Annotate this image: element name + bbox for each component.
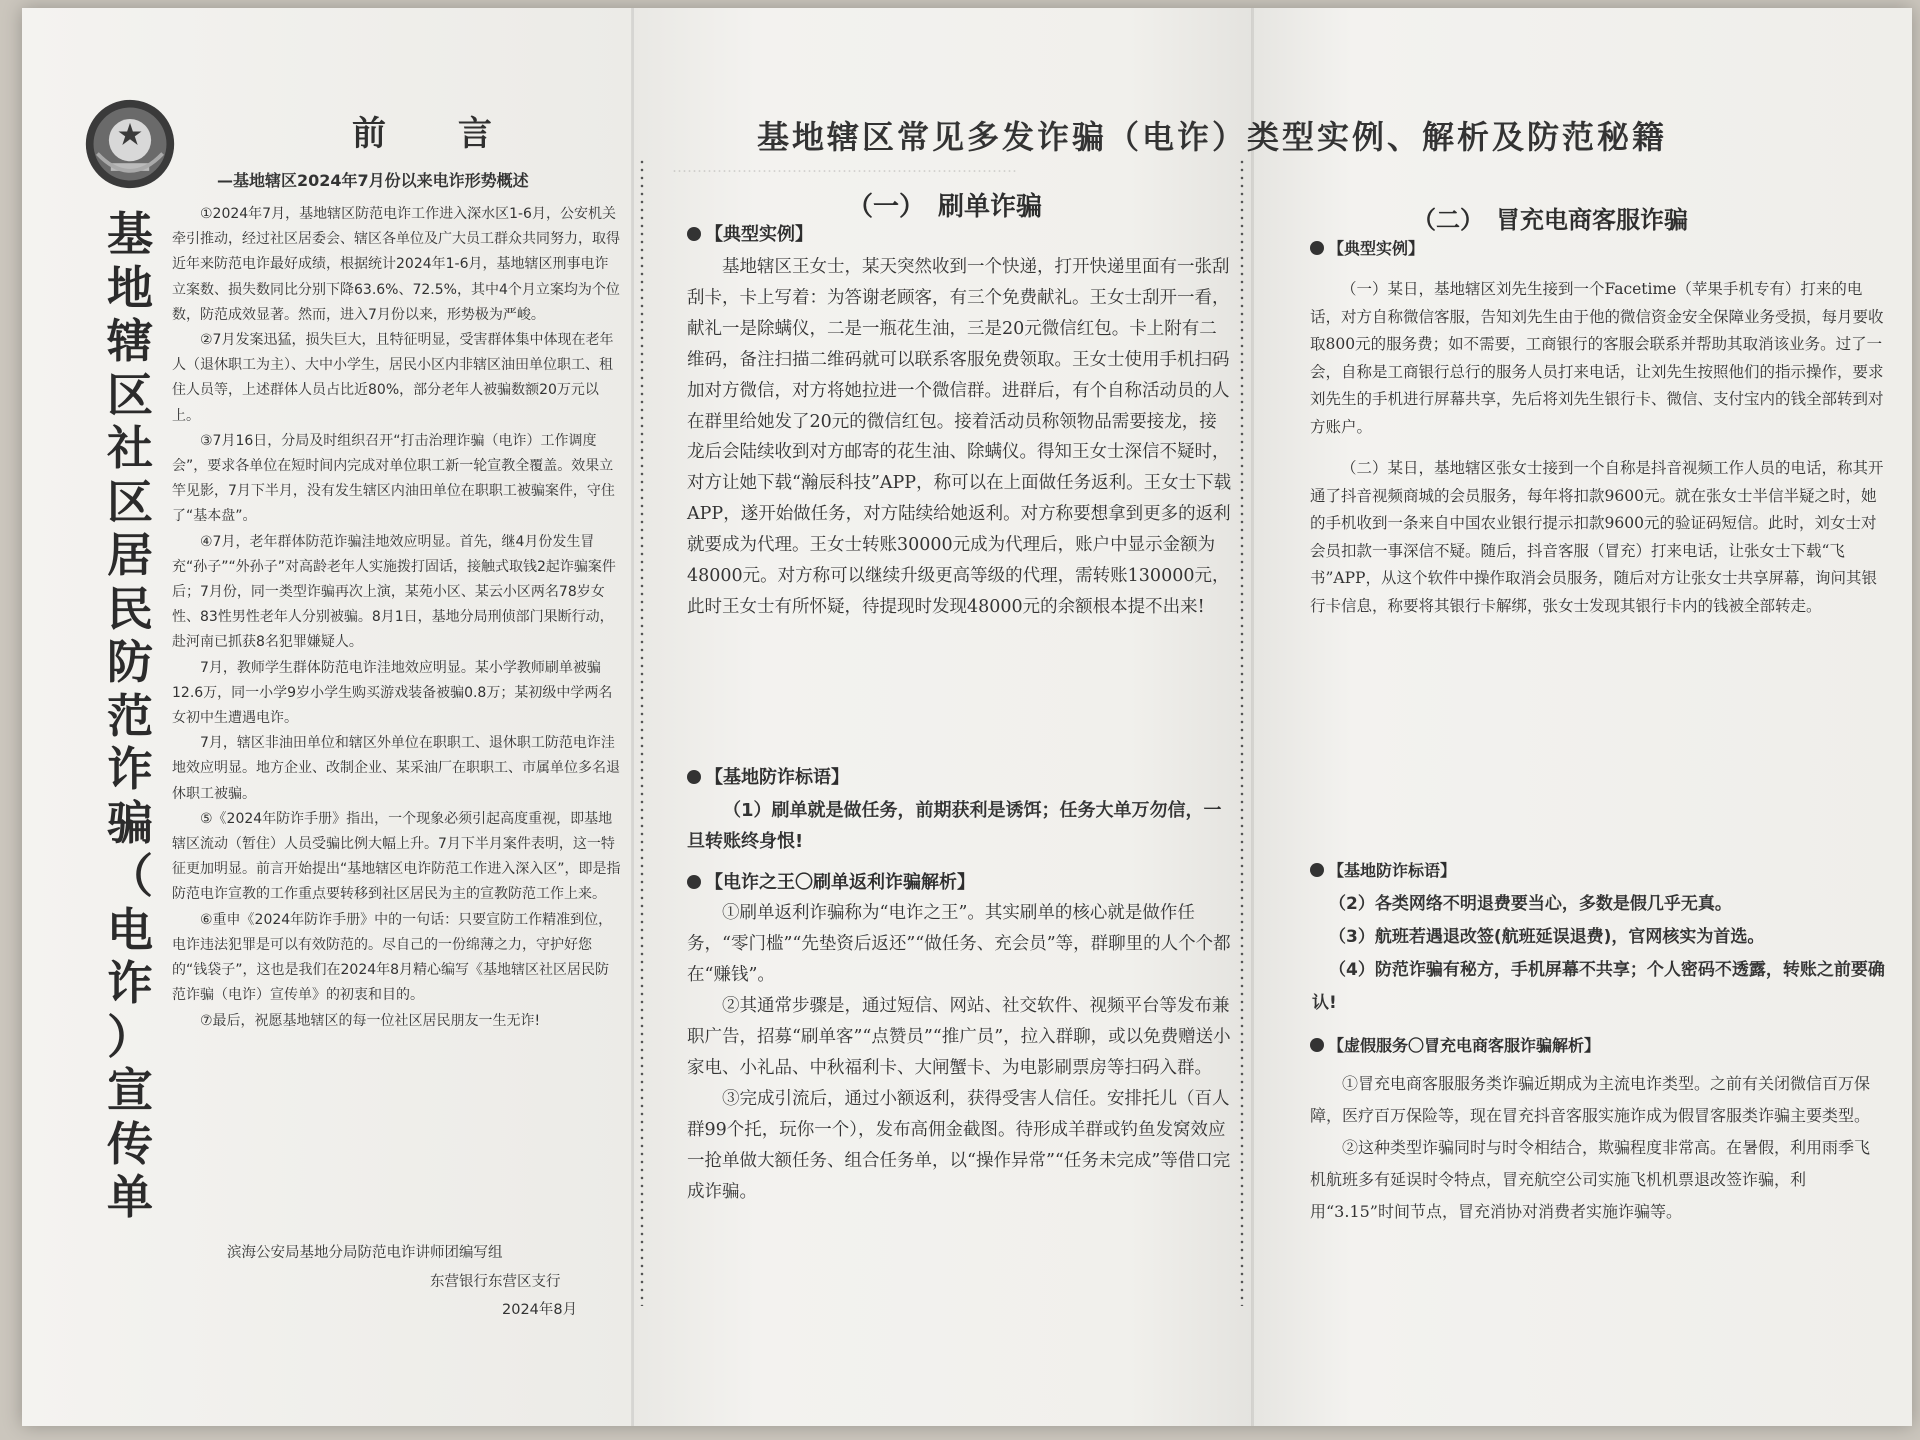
dotted-border-right xyxy=(1240,158,1244,1306)
case-paragraph: （二）某日，基地辖区张女士接到一个自称是抖音视频工作人员的电话，称其开通了抖音视频商城的会员服务，每年将扣款9600元。就在张女士半信半疑之时，她的手机收到一条来自中国农业银行提示扣款9600元的验证码短信。此时，刘女士对会员扣款一事深信不疑。随后，抖音客服（冒充）打来电话，让张女士下载“飞书”APP，从这个软件中操作取消会员服务，随后对方让张女士共享屏幕，询问其银行卡信息，称要将其银行卡解绑，张女士发现其银行卡内的钱被全部转走。 xyxy=(1310,459,1884,615)
analysis-paragraph: ②这种类型诈骗同时与时令相结合，欺骗程度非常高。在暑假，利用雨季飞机航班多有延误时令特点，冒充航空公司实施飞机机票退改签诈骗，利用“3.15”时间节点，冒充消协对消费者实施诈骗等。 xyxy=(1310,1138,1871,1221)
case-heading-2: 【典型实例】 xyxy=(1310,236,1424,259)
preface-body xyxy=(172,202,622,1034)
right-panel xyxy=(1252,8,1912,1426)
signature-date: 2024年8月 xyxy=(502,1302,578,1318)
leaflet-sheet xyxy=(22,8,1912,1426)
vertical-title-char: 基 xyxy=(107,207,153,261)
vertical-title-char: 诈 xyxy=(107,956,153,1010)
middle-panel xyxy=(632,8,1252,1426)
vertical-title-char: 骗 xyxy=(107,795,153,850)
analysis-text-1 xyxy=(687,898,1232,1208)
vertical-title-char: 单 xyxy=(107,1170,153,1224)
vertical-title-char: 民 xyxy=(107,581,153,636)
slogan-heading-1: 【基地防诈标语】 xyxy=(687,763,849,789)
fold-line xyxy=(1251,8,1254,1426)
preface-paragraph: ①2024年7月，基地辖区防范电诈工作进入深水区1-6月，公安机关牵引推动，经过社区居委会、辖区各单位及广大员工群众共同努力，取得近年来防范电诈最好成绩，根据统计2024年1-6月，基地辖区刑事电诈立案数、损失数同比分别下降63.6%、72.5%，其中4个月立案均为个位数，防范成效显著。然而，进入7月份以来，形势极为严峻。 xyxy=(172,206,620,323)
vertical-title-char: 传 xyxy=(107,1116,153,1171)
bullet-icon xyxy=(687,875,701,889)
police-emblem-icon xyxy=(82,96,178,192)
preface-paragraph: ⑦最后，祝愿基地辖区的每一位社区居民朋友一生无诈! xyxy=(200,1012,541,1029)
analysis-text-2 xyxy=(1310,1068,1885,1228)
vertical-title-char: 居 xyxy=(107,528,153,582)
slogan-line: （4）防范诈骗有秘方，手机屏幕不共享；个人密码不透露，转账之前要确认! xyxy=(1312,960,1885,1013)
vertical-title-char: 辖 xyxy=(107,314,153,368)
slogan-line: （1）刷单就是做任务，前期获利是诱饵；任务大单万勿信，一旦转账终身恨! xyxy=(687,800,1222,852)
vertical-title-char: 电 xyxy=(107,902,153,957)
slogan-line: （3）航班若遇退改签(航班延误退费)，官网核实为首选。 xyxy=(1329,927,1765,947)
vertical-title-char: 地 xyxy=(107,260,153,315)
vertical-title-char: 区 xyxy=(107,367,153,422)
vertical-title-char: 宣 xyxy=(107,1063,153,1117)
bullet-icon xyxy=(1310,863,1324,877)
bullet-icon xyxy=(1310,1038,1324,1052)
dotted-border-left xyxy=(640,158,644,1306)
case-heading-1: 【典型实例】 xyxy=(687,220,813,246)
preface-title: 前 言 xyxy=(352,114,522,154)
bleed-through-text: …………………………………………………………… xyxy=(672,158,1017,176)
slogan-text-2 xyxy=(1312,888,1892,1020)
case-paragraph: 基地辖区王女士，某天突然收到一个快递，打开快递里面有一张刮刮卡，卡上写着：为答谢老顾客，有三个免费献礼。王女士刮开一看，献礼一是除螨仪，二是一瓶花生油，三是20元微信红包。卡上附有二维码，备注扫描二维码就可以联系客服免费领取。王女士使用手机扫码加对方微信，对方将她拉进一个微信群。进群后，有个自称活动员的人在群里给她发了20元的微信红包。接着活动员称领物品需要接龙，接龙后会陆续收到对方邮寄的花生油、除螨仪。得知王女士深信不疑时，对方让她下载“瀚辰科技”APP，称可以在上面做任务返利。王女士下载APP，遂开始做任务，对方陆续给她返利。对方称要想拿到更多的返利就要成为代理。王女士转账30000元成为代理后，账户中显示金额为48000元。对方称可以继续升级更高等级的代理，需转账130000元，此时王女士有所怀疑，待提现时发现48000元的余额根本提不出来! xyxy=(687,257,1232,617)
vertical-title-char: 防 xyxy=(107,635,153,689)
preface-paragraph: 7月，辖区非油田单位和辖区外单位在职职工、退休职工防范电诈洼地效应明显。地方企业、改制企业、某采油厂在职职工、市属单位多名退休职工被骗。 xyxy=(172,735,620,802)
vertical-title-char: 区 xyxy=(107,474,153,529)
slogan-text-1 xyxy=(687,796,1232,858)
slogan-heading-2: 【基地防诈标语】 xyxy=(1310,858,1456,881)
preface-subtitle: —基地辖区2024年7月份以来电诈形势概述 xyxy=(217,171,529,190)
section-title-2: （二） 冒充电商客服诈骗 xyxy=(1412,205,1688,234)
fold-line xyxy=(631,8,634,1426)
vertical-title-char: 范 xyxy=(107,688,153,743)
preface-paragraph: 7月，教师学生群体防范电诈洼地效应明显。某小学教师刷单被骗12.6万，同一小学9岁小学生购买游戏装备被骗0.8万；某初级中学两名女初中生遭遇电诈。 xyxy=(172,659,613,727)
case-text-2 xyxy=(1310,276,1885,620)
signature-author: 滨海公安局基地分局防范电诈讲师团编写组 xyxy=(227,1245,503,1261)
left-panel xyxy=(22,8,632,1426)
case-text-1 xyxy=(687,252,1232,623)
analysis-heading-1: 【电诈之王〇刷单返利诈骗解析】 xyxy=(687,868,975,894)
bullet-icon xyxy=(687,227,701,241)
section-title-1: （一） 刷单诈骗 xyxy=(847,192,1043,222)
preface-paragraph: ③7月16日，分局及时组织召开“打击治理诈骗（电诈）工作调度会”，要求各单位在短时间内完成对单位职工新一轮宣教全覆盖。效果立竿见影，7月下半月，没有发生辖区内油田单位在职职工被骗案件，守住了“基本盘”。 xyxy=(172,432,615,525)
vertical-title-char: 诈 xyxy=(107,742,153,796)
case-paragraph: （一）某日，基地辖区刘先生接到一个Facetime（苹果手机专有）打来的电话，对方自称微信客服，告知刘先生由于他的微信资金安全保障业务受损，每月要收取800元的服务费；如不需要，工商银行的客服会联系并帮助其取消该业务。过了一会，自称是工商银行总行的服务人员打来电话，让刘先生按照他们的指示操作，要求刘先生的手机进行屏幕共享，先后将刘先生银行卡、微信、支付宝内的钱全部转到对方账户。 xyxy=(1310,280,1884,436)
analysis-paragraph: ①刷单返利诈骗称为“电诈之王”。其实刷单的核心就是做作任务，“零门槛”“先垫资后返还”“做任务、充会员”等，群聊里的人个个都在“赚钱”。 xyxy=(687,903,1231,985)
vertical-title xyxy=(80,208,180,1225)
slogan-line: （2）各类网络不明退费要当心，多数是假几乎无真。 xyxy=(1329,894,1732,914)
analysis-paragraph: ②其通常步骤是，通过短信、网站、社交软件、视频平台等发布兼职广告，招募“刷单客”“点赞员”“推广员”，拉入群聊，或以免费赠送小家电、小礼品、中秋福利卡、大闸蟹卡、为电影刷票房等扫码入群。 xyxy=(687,996,1231,1078)
preface-paragraph: ②7月发案迅猛，损失巨大，且特征明显，受害群体集中体现在老年人（退休职工为主）、大中小学生，居民小区内非辖区油田单位职工、租住人员等，上述群体人员占比近80%，部分老年人被骗数额20万元以上。 xyxy=(172,332,614,424)
vertical-title-char: 社 xyxy=(107,421,153,475)
analysis-heading-2: 【虚假服务〇冒充电商客服诈骗解析】 xyxy=(1310,1033,1600,1056)
bullet-icon xyxy=(687,770,701,784)
analysis-paragraph: ③完成引流后，通过小额返利，获得受害人信任。安排托儿（百人群99个托，玩你一个），发布高佣金截图。待形成羊群或钓鱼发窝效应一抢单做大额任务、组合任务单，以“操作异常”“任务未完成”等借口完成诈骗。 xyxy=(687,1089,1231,1202)
preface-paragraph: ⑤《2024年防诈手册》指出，一个现象必须引起高度重视，即基地辖区流动（暂住）人员受骗比例大幅上升。7月下半月案件表明，这一特征更加明显。前言开始提出“基地辖区电诈防范工作进入深入区”，即是指防范电诈宣教的工作重点要转移到社区居民为主的宣教防范工作上来。 xyxy=(172,810,621,903)
vertical-title-char: （ xyxy=(107,849,153,903)
main-title: 基地辖区常见多发诈骗（电诈）类型实例、解析及防范秘籍 xyxy=(757,118,1668,156)
bullet-icon xyxy=(1310,241,1324,255)
vertical-title-char: ） xyxy=(107,1009,153,1064)
analysis-paragraph: ①冒充电商客服服务类诈骗近期成为主流电诈类型。之前有关闭微信百万保障，医疗百万保险等，现在冒充抖音客服实施诈成为假冒客服类诈骗主要类型。 xyxy=(1310,1074,1871,1125)
preface-paragraph: ⑥重申《2024年防诈手册》中的一句话：只要宣防工作精准到位，电诈违法犯罪是可以有效防范的。尽自己的一份绵薄之力，守护好您的“钱袋子”，这也是我们在2024年8月精心编写《基地辖区社区居民防范诈骗（电诈）宣传单》的初衷和目的。 xyxy=(172,911,613,1004)
signature-bank: 东营银行东营区支行 xyxy=(430,1274,561,1290)
preface-paragraph: ④7月，老年群体防范诈骗洼地效应明显。首先，继4月份发生冒充“孙子”“外孙子”对高龄老年人实施拨打固话，接触式取钱2起诈骗案件后；7月份，同一类型诈骗再次上演，某苑小区、某云小区两名78岁女性、83性男性老年人分别被骗。8月1日，基地分局刑侦部门果断行动，赴河南已抓获8名犯罪嫌疑人。 xyxy=(172,533,616,651)
